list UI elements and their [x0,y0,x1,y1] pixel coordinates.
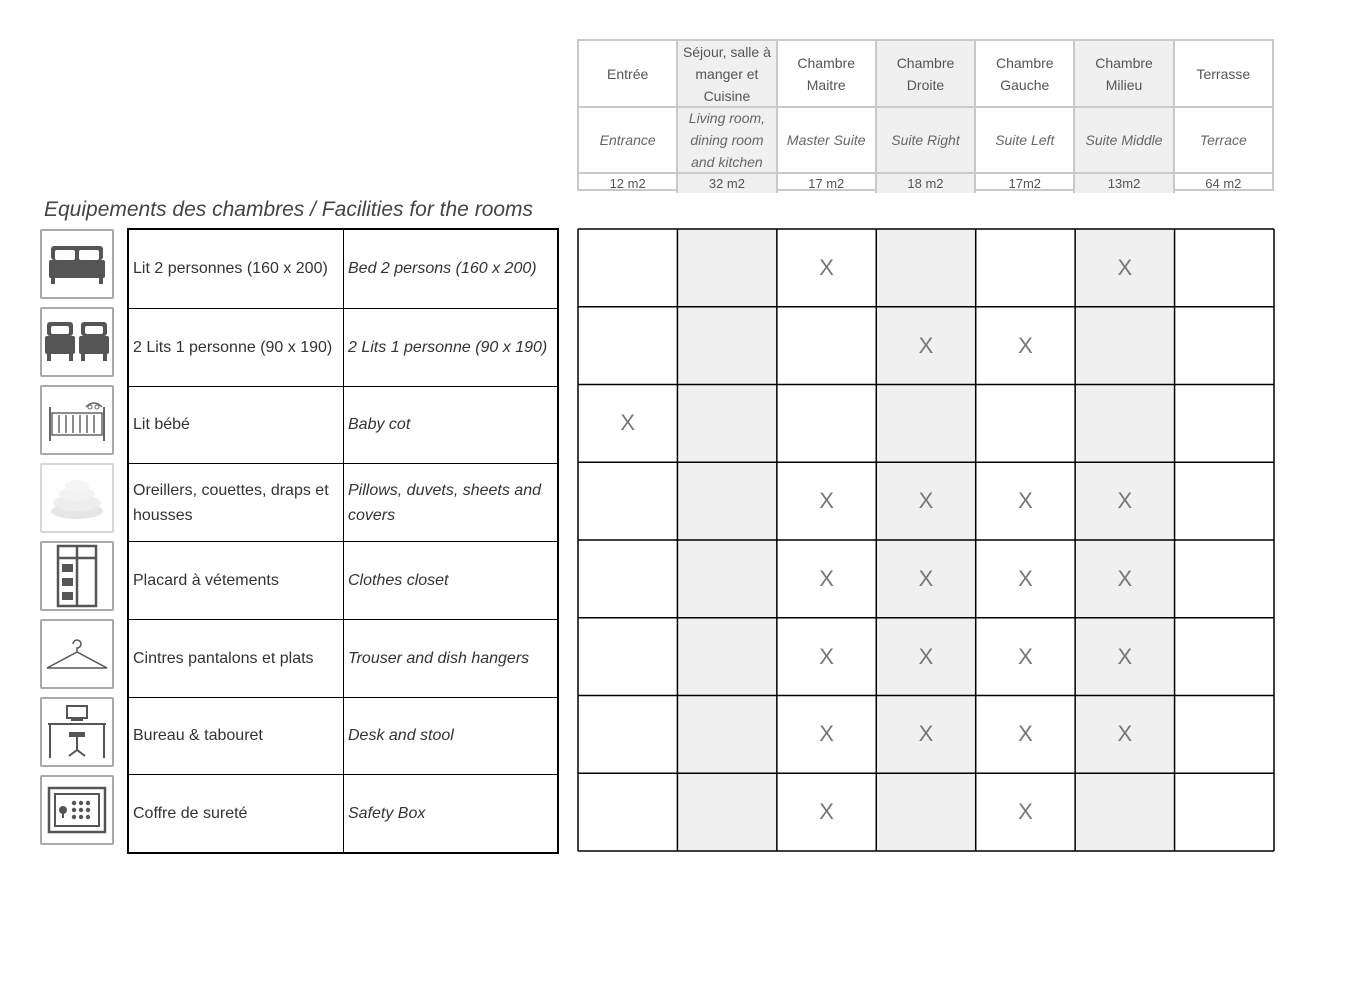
availability-cell: X [918,565,934,591]
room-name-en: Suite Middle [1073,108,1172,172]
availability-cell: X [1117,643,1133,669]
availability-grid [577,228,1275,852]
facility-name-fr: 2 Lits 1 personne (90 x 190) [129,309,344,386]
facility-name-en: 2 Lits 1 personne (90 x 190) [348,338,548,356]
room-header-table [577,39,1274,191]
facility-row [129,386,557,464]
availability-cell [876,385,975,463]
room-area: 64 m2 [1173,174,1272,193]
facility-row [129,308,557,386]
availability-cell [677,229,776,307]
availability-cell [578,773,677,851]
room-area: 18 m2 [875,174,974,193]
room-name-fr: Chambre Gauche [974,41,1073,106]
facility-name-fr: Coffre de sureté [129,775,344,852]
room-name-en: Entrance [599,132,656,148]
facility-row [129,619,557,697]
facilities-table [127,228,559,854]
availability-cell [1175,773,1274,851]
availability-cell [677,307,776,385]
desk-stool-icon [40,697,114,767]
facility-name-fr: Bureau & tabouret [129,698,344,775]
availability-cell [1175,462,1274,540]
room-name-fr: Chambre Milieu [1073,41,1172,106]
availability-cell: X [1018,488,1033,514]
room-names-fr-row [579,41,1272,106]
room-name-en: Living room, dining room and kitchen [676,108,775,172]
room-areas-row [579,172,1272,193]
availability-cell [777,385,876,463]
availability-cell [578,618,677,696]
facility-name-fr: Cintres pantalons et plats [129,620,344,697]
facility-row [129,697,557,775]
safe-icon [40,775,114,845]
availability-cell [876,229,975,307]
availability-cell: X [1117,488,1133,514]
availability-cell [1175,385,1274,463]
availability-cell [677,462,776,540]
availability-cell [777,307,876,385]
room-name-en: Suite Left [974,108,1073,172]
twin-beds-icon [40,307,114,377]
availability-cell [876,773,975,851]
availability-cell [677,696,776,774]
availability-cell: X [819,643,834,669]
facility-icons [40,229,116,853]
availability-cell: X [819,488,834,514]
room-name-en: Suite Right [875,108,974,172]
facility-row [129,774,557,852]
availability-cell [1075,307,1174,385]
room-name-fr: Chambre Maitre [776,41,875,106]
facility-name-en: Safety Box [348,805,426,823]
room-area: 13m2 [1073,174,1172,193]
hanger-icon [40,619,114,689]
baby-cot-icon [40,385,114,455]
availability-cell [578,229,677,307]
room-name-fr: Terrasse [1173,41,1272,106]
facility-row [129,541,557,619]
availability-cell: X [1018,565,1033,591]
room-name-en: Master Suite [776,108,875,172]
room-area: 32 m2 [676,174,775,193]
availability-cell [677,385,776,463]
availability-cell [1075,773,1174,851]
availability-cell [578,307,677,385]
availability-cell [1175,618,1274,696]
availability-cell [578,696,677,774]
room-area: 12 m2 [609,176,646,191]
facility-name-fr: Placard à vétements [129,542,344,619]
availability-cell [1175,307,1274,385]
facility-name-fr: Lit 2 personnes (160 x 200) [129,230,344,308]
facility-name-fr: Oreillers, couettes, draps et housses [129,464,344,541]
wardrobe-icon [40,541,114,611]
room-area: 17 m2 [776,174,875,193]
availability-cell [976,229,1075,307]
availability-cell: X [1117,565,1133,591]
availability-cell: X [1117,254,1133,280]
availability-cell: X [620,410,636,436]
room-names-en-row [579,106,1272,172]
double-bed-icon [40,229,114,299]
availability-cell: X [1018,721,1033,747]
availability-cell [1075,385,1174,463]
availability-cell [578,540,677,618]
availability-cell: X [1018,332,1033,358]
availability-cell [1175,540,1274,618]
availability-cell: X [1117,721,1133,747]
room-name-fr: Entrée [607,65,649,82]
section-title: Equipements des chambres / Facilities for the rooms [44,198,534,221]
availability-cell: X [1018,643,1033,669]
availability-cell: X [819,565,834,591]
availability-cell: X [918,721,934,747]
facility-row [129,463,557,541]
pillows-icon [40,463,114,533]
facility-name-en: Baby cot [348,416,411,434]
availability-cell [1175,696,1274,774]
room-name-fr: Séjour, salle à manger et Cuisine [676,41,775,106]
availability-cell [677,618,776,696]
availability-cell: X [918,643,934,669]
availability-cell: X [819,799,834,825]
availability-cell [677,540,776,618]
availability-cell [1175,229,1274,307]
facility-name-en: Clothes closet [348,571,449,589]
availability-cell [578,462,677,540]
facility-name-en: Desk and stool [348,727,454,745]
room-name-fr: Chambre Droite [875,41,974,106]
availability-cell [677,773,776,851]
availability-cell: X [918,488,934,514]
room-name-en: Terrace [1173,108,1272,172]
availability-cell: X [918,332,934,358]
availability-cell: X [819,254,834,280]
facility-name-en: Trouser and dish hangers [348,649,530,667]
availability-cell [976,385,1075,463]
facility-row [129,230,557,308]
facility-name-en: Pillows, duvets, sheets and covers [348,481,541,524]
room-area: 17m2 [974,174,1073,193]
facility-name-en: Bed 2 persons (160 x 200) [348,260,537,278]
availability-cell: X [1018,799,1033,825]
availability-cell: X [819,721,834,747]
facility-name-fr: Lit bébé [129,387,344,464]
